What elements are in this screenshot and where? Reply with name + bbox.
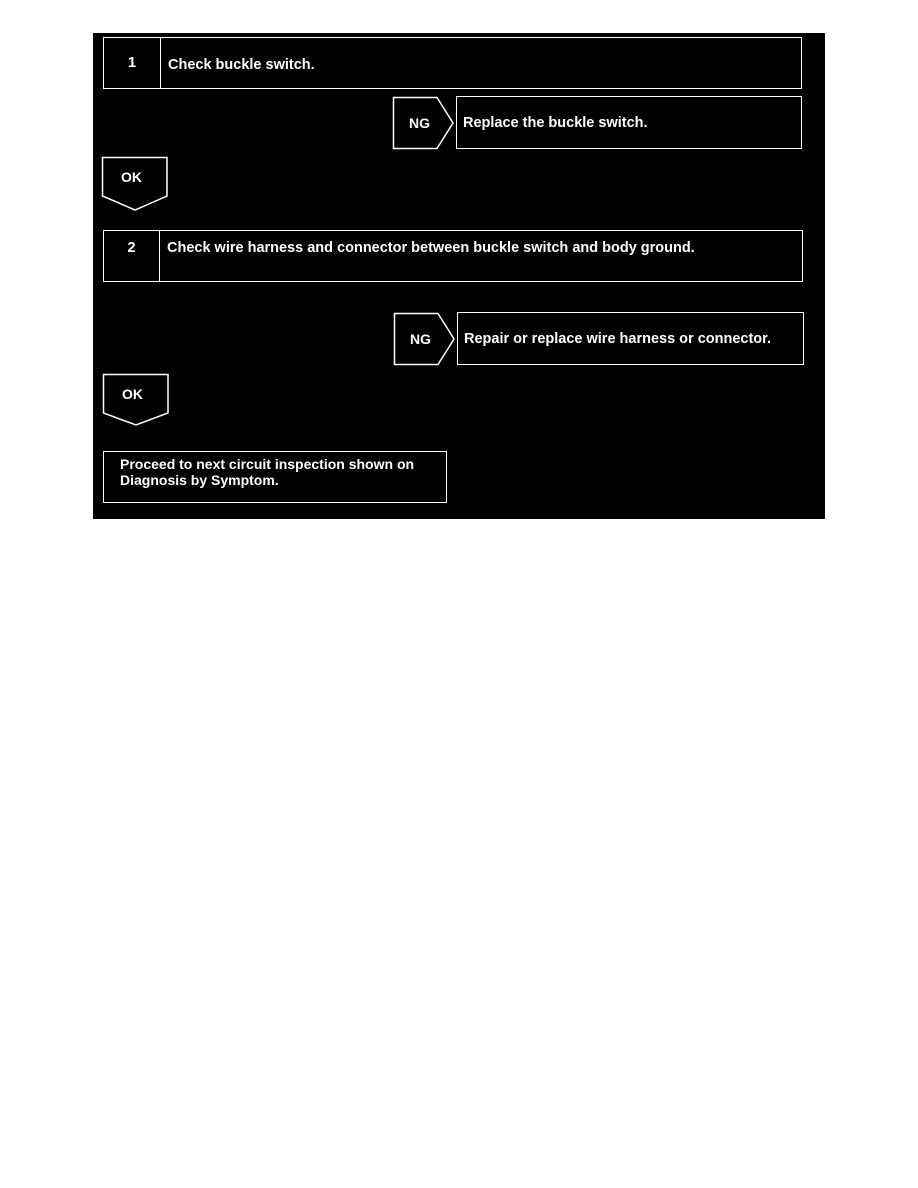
ng-1-result-box (456, 96, 802, 149)
ok-2-label: OK (122, 386, 143, 402)
step-1-box (103, 37, 802, 89)
ng-1-label: NG (409, 115, 430, 131)
final-box (103, 451, 447, 503)
flowchart-panel (93, 33, 825, 519)
step-1-number: 1 (104, 38, 161, 88)
ng-2-label: NG (410, 331, 431, 347)
final-text: Proceed to next circuit inspection shown on Diagnosis by Symptom. (120, 456, 415, 488)
step-1-text: Check buckle switch. (168, 57, 315, 73)
step-2-text: Check wire harness and connector between buckle switch and body ground. (167, 240, 695, 256)
ng-2-result-box (457, 312, 804, 365)
step-2-number: 2 (104, 231, 160, 281)
step-2-box (103, 230, 803, 282)
ng-1-result-text: Replace the buckle switch. (463, 114, 648, 131)
ng-2-result-text: Repair or replace wire harness or connector. (464, 330, 772, 347)
ok-1-label: OK (121, 169, 142, 185)
